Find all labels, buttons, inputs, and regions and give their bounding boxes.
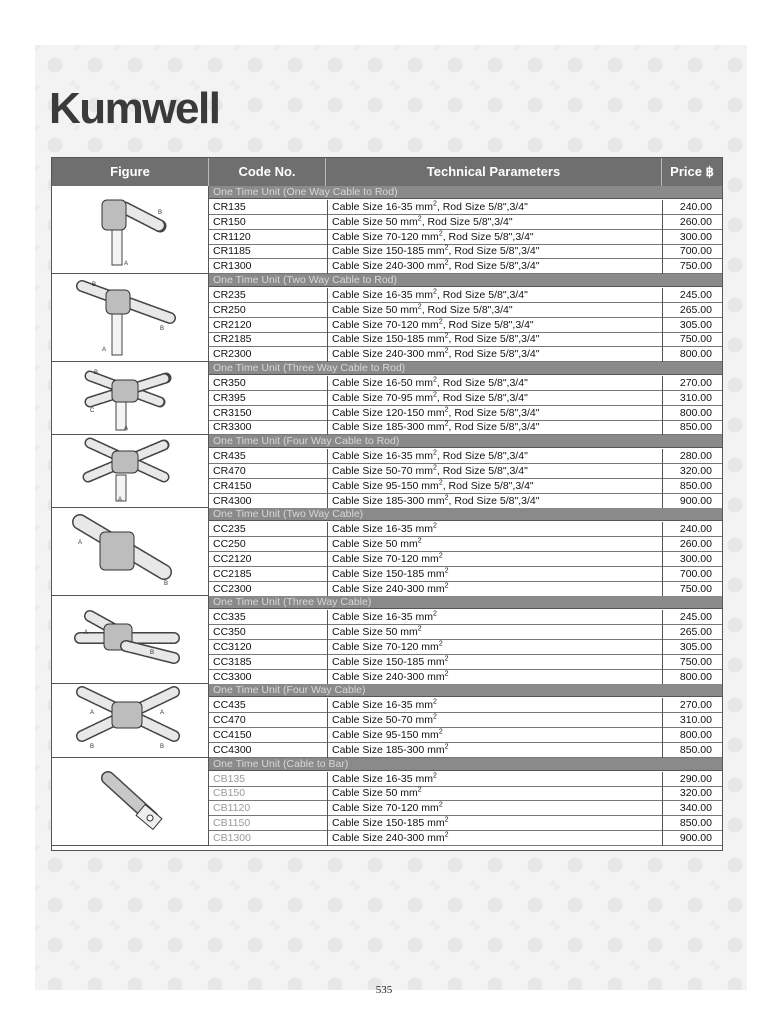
params-cell: Cable Size 120-150 $mm^2$, Rod Size 5/8",3/4" xyxy=(327,406,662,421)
product-group xyxy=(52,274,722,362)
params-cell: Cable Size 50-70 $mm^2$ xyxy=(327,713,662,728)
code-cell: CR4150 xyxy=(213,479,252,492)
price-cell: 305.00 xyxy=(662,640,722,655)
table-row xyxy=(209,640,722,655)
params-cell: Cable Size 185-300 $mm^2$, Rod Size 5/8",3/4" xyxy=(327,420,662,435)
table-row xyxy=(209,537,722,552)
code-cell: CR1185 xyxy=(213,245,251,258)
table-row xyxy=(209,786,722,801)
code-cell: CR2300 xyxy=(213,348,252,361)
product-table xyxy=(51,157,723,851)
four-way-cable-to-rod-connector-icon xyxy=(52,435,209,508)
page-number: 535 xyxy=(375,984,393,996)
params-cell: Cable Size 50 $mm^2$, Rod Size 5/8",3/4" xyxy=(327,215,662,230)
table-row xyxy=(209,698,722,713)
svg-text:B: B xyxy=(164,581,169,588)
svg-text:B: B xyxy=(94,370,99,376)
params-cell: Cable Size 150-185 $mm^2$, Rod Size 5/8",3/4" xyxy=(327,244,662,259)
product-group xyxy=(52,508,722,596)
table-row xyxy=(209,230,722,245)
code-cell: CB1150 xyxy=(213,816,251,829)
params-cell: Cable Size 95-150 $mm^2$ xyxy=(327,728,662,743)
svg-text:A: A xyxy=(124,426,129,432)
price-cell: 700.00 xyxy=(662,567,722,582)
one-way-cable-to-rod-connector-icon xyxy=(52,186,209,274)
price-cell: 300.00 xyxy=(662,230,722,245)
svg-text:A: A xyxy=(84,630,89,637)
product-group xyxy=(52,186,722,274)
svg-text:B: B xyxy=(92,282,97,288)
table-row xyxy=(209,713,722,728)
two-way-cable-connector-icon xyxy=(52,508,209,596)
price-cell: 310.00 xyxy=(662,713,722,728)
params-cell: Cable Size 70-120 $mm^2$ xyxy=(327,552,662,567)
price-cell: 750.00 xyxy=(662,259,722,274)
table-row xyxy=(209,406,722,421)
params-cell: Cable Size 240-300 $mm^2$ xyxy=(327,670,662,685)
svg-text:B: B xyxy=(150,650,155,657)
price-cell: 320.00 xyxy=(662,464,722,479)
four-way-cable-connector-icon xyxy=(52,684,209,757)
product-group xyxy=(52,362,722,435)
group-title: One Time Unit (One Way Cable to Rod) xyxy=(209,186,722,199)
params-cell: Cable Size 70-95 $mm^2$, Rod Size 5/8",3/4" xyxy=(327,391,662,406)
two-way-cable-to-rod-connector-icon xyxy=(52,274,209,362)
code-cell: CR3300 xyxy=(213,421,252,434)
price-cell: 280.00 xyxy=(662,449,722,464)
table-row xyxy=(209,215,722,230)
table-row xyxy=(209,522,722,537)
table-row xyxy=(209,376,722,391)
params-cell: Cable Size 50 $mm^2$ xyxy=(327,786,662,801)
table-row xyxy=(209,801,722,816)
table-row xyxy=(209,464,722,479)
svg-text:B: B xyxy=(160,744,165,751)
price-cell: 300.00 xyxy=(662,552,722,567)
price-cell: 800.00 xyxy=(662,347,722,362)
table-header xyxy=(52,158,722,186)
table-row xyxy=(209,625,722,640)
price-cell: 260.00 xyxy=(662,537,722,552)
code-cell: CC335 xyxy=(213,611,246,624)
price-cell: 260.00 xyxy=(662,215,722,230)
params-cell: Cable Size 240-300 $mm^2$, Rod Size 5/8",3/4" xyxy=(327,259,662,274)
group-title: One Time Unit (Two Way Cable to Rod) xyxy=(209,274,722,287)
params-cell: Cable Size 50-70 $mm^2$, Rod Size 5/8",3/4" xyxy=(327,464,662,479)
code-cell: CC350 xyxy=(213,626,246,639)
code-cell: CC3185 xyxy=(213,655,252,668)
table-row xyxy=(209,772,722,787)
three-way-cable-to-rod-connector-icon xyxy=(52,362,209,435)
group-title: One Time Unit (Two Way Cable) xyxy=(209,508,722,521)
params-cell: Cable Size 16-35 $mm^2$, Rod Size 5/8",3/4" xyxy=(327,449,662,464)
params-cell: Cable Size 70-120 $mm^2$ xyxy=(327,640,662,655)
params-cell: Cable Size 70-120 $mm^2$, Rod Size 5/8",3/4" xyxy=(327,318,662,333)
price-cell: 850.00 xyxy=(662,479,722,494)
svg-text:A: A xyxy=(78,540,83,547)
svg-text:C: C xyxy=(90,408,95,414)
code-cell: CC2300 xyxy=(213,582,252,595)
price-cell: 750.00 xyxy=(662,655,722,670)
table-row xyxy=(209,449,722,464)
table-row xyxy=(209,728,722,743)
params-cell: Cable Size 240-300 $mm^2$ xyxy=(327,582,662,597)
table-row xyxy=(209,831,722,846)
price-cell: 800.00 xyxy=(662,670,722,685)
price-cell: 270.00 xyxy=(662,698,722,713)
svg-text:A: A xyxy=(160,710,165,717)
code-cell: CR4300 xyxy=(213,494,252,507)
params-cell: Cable Size 16-50 $mm^2$, Rod Size 5/8",3/4" xyxy=(327,376,662,391)
price-cell: 800.00 xyxy=(662,406,722,421)
product-group xyxy=(52,435,722,508)
code-cell: CB1300 xyxy=(213,831,251,844)
price-cell: 850.00 xyxy=(662,816,722,831)
code-cell: CC3120 xyxy=(213,640,252,653)
price-cell: 265.00 xyxy=(662,303,722,318)
code-cell: CR1120 xyxy=(213,230,251,243)
code-cell: CR235 xyxy=(213,289,246,301)
code-cell: CB135 xyxy=(213,772,246,785)
price-cell: 800.00 xyxy=(662,728,722,743)
table-row xyxy=(209,610,722,625)
code-cell: CC435 xyxy=(213,699,246,712)
price-cell: 850.00 xyxy=(662,420,722,435)
params-cell: Cable Size 70-120 $mm^2$ xyxy=(327,801,662,816)
params-cell: Cable Size 240-300 $mm^2$, Rod Size 5/8",3/4" xyxy=(327,347,662,362)
table-row xyxy=(209,391,722,406)
svg-text:A: A xyxy=(102,347,107,353)
params-cell: Cable Size 150-185 $mm^2$ xyxy=(327,816,662,831)
svg-text:A: A xyxy=(118,497,123,504)
cable-to-bar-connector-icon xyxy=(52,758,209,846)
code-cell: CR435 xyxy=(213,450,246,463)
svg-text:A: A xyxy=(124,261,129,267)
table-row xyxy=(209,494,722,509)
params-cell: Cable Size 150-185 $mm^2$ xyxy=(327,567,662,582)
code-cell: CR3150 xyxy=(213,406,252,419)
table-row xyxy=(209,582,722,597)
price-cell: 290.00 xyxy=(662,772,722,787)
table-row xyxy=(209,259,722,274)
params-cell: Cable Size 150-185 $mm^2$, Rod Size 5/8",3/4" xyxy=(327,332,662,347)
price-cell: 750.00 xyxy=(662,582,722,597)
header-params: Technical Parameters xyxy=(326,158,662,186)
params-cell: Cable Size 16-35 $mm^2$ xyxy=(327,610,662,625)
table-row xyxy=(209,816,722,831)
table-row xyxy=(209,288,722,303)
product-group xyxy=(52,758,722,846)
price-cell: 700.00 xyxy=(662,244,722,259)
price-cell: 265.00 xyxy=(662,625,722,640)
price-cell: 340.00 xyxy=(662,801,722,816)
code-cell: CC2120 xyxy=(213,552,252,565)
table-row xyxy=(209,347,722,362)
group-title: One Time Unit (Four Way Cable to Rod) xyxy=(209,435,722,448)
params-cell: Cable Size 16-35 $mm^2$ xyxy=(327,522,662,537)
header-price: Price ฿ xyxy=(670,164,714,179)
table-row xyxy=(209,743,722,758)
price-cell: 305.00 xyxy=(662,318,722,333)
price-cell: 245.00 xyxy=(662,610,722,625)
code-cell: CC2185 xyxy=(213,567,252,580)
code-cell: CR470 xyxy=(213,464,246,477)
header-code: Code No. xyxy=(209,158,326,186)
table-row xyxy=(209,479,722,494)
params-cell: Cable Size 16-35 $mm^2$ xyxy=(327,772,662,787)
svg-text:B: B xyxy=(158,210,163,216)
table-row xyxy=(209,332,722,347)
product-group xyxy=(52,684,722,757)
price-cell: 270.00 xyxy=(662,376,722,391)
params-cell: Cable Size 185-300 $mm^2$, Rod Size 5/8",3/4" xyxy=(327,494,662,509)
group-title: One Time Unit (Three Way Cable) xyxy=(209,596,722,609)
params-cell: Cable Size 95-150 $mm^2$, Rod Size 5/8",3/4" xyxy=(327,479,662,494)
code-cell: CC235 xyxy=(213,523,246,536)
code-cell: CR250 xyxy=(213,303,246,316)
params-cell: Cable Size 16-35 $mm^2$, Rod Size 5/8",3/4" xyxy=(327,288,662,303)
params-cell: Cable Size 185-300 $mm^2$ xyxy=(327,743,662,758)
params-cell: Cable Size 16-35 $mm^2$ xyxy=(327,698,662,713)
group-title: One Time Unit (Cable to Bar) xyxy=(209,758,722,771)
group-title: One Time Unit (Three Way Cable to Rod) xyxy=(209,362,722,375)
price-cell: 240.00 xyxy=(662,522,722,537)
code-cell: CR395 xyxy=(213,391,246,404)
params-cell: Cable Size 50 $mm^2$ xyxy=(327,625,662,640)
table-row xyxy=(209,318,722,333)
params-cell: Cable Size 50 $mm^2$, Rod Size 5/8",3/4" xyxy=(327,303,662,318)
brand-logo: Kumwell xyxy=(49,84,220,133)
price-cell: 320.00 xyxy=(662,786,722,801)
code-cell: CR1300 xyxy=(213,260,252,273)
params-cell: Cable Size 70-120 $mm^2$, Rod Size 5/8",3/4" xyxy=(327,230,662,245)
code-cell: CR150 xyxy=(213,215,246,228)
table-row xyxy=(209,244,722,259)
price-cell: 245.00 xyxy=(662,288,722,303)
table-row xyxy=(209,567,722,582)
code-cell: CB1120 xyxy=(213,802,251,815)
params-cell: Cable Size 16-35 $mm^2$, Rod Size 5/8",3/4" xyxy=(327,200,662,215)
price-cell: 240.00 xyxy=(662,200,722,215)
product-group xyxy=(52,596,722,684)
code-cell: CC250 xyxy=(213,538,246,551)
params-cell: Cable Size 50 $mm^2$ xyxy=(327,537,662,552)
table-row xyxy=(209,303,722,318)
code-cell: CR350 xyxy=(213,377,246,389)
code-cell: CC4300 xyxy=(213,743,252,756)
group-title: One Time Unit (Four Way Cable) xyxy=(209,684,722,697)
price-cell: 310.00 xyxy=(662,391,722,406)
price-cell: 900.00 xyxy=(662,494,722,509)
code-cell: CB150 xyxy=(213,787,246,800)
table-row xyxy=(209,420,722,435)
svg-text:B: B xyxy=(90,744,95,751)
three-way-cable-connector-icon xyxy=(52,596,209,684)
params-cell: Cable Size 240-300 $mm^2$ xyxy=(327,831,662,846)
table-row xyxy=(209,552,722,567)
code-cell: CC3300 xyxy=(213,670,252,683)
params-cell: Cable Size 150-185 $mm^2$ xyxy=(327,655,662,670)
code-cell: CR2185 xyxy=(213,333,252,346)
table-row xyxy=(209,200,722,215)
price-cell: 750.00 xyxy=(662,332,722,347)
code-cell: CC470 xyxy=(213,714,246,727)
svg-text:A: A xyxy=(90,710,95,717)
svg-text:B: B xyxy=(160,326,165,332)
table-row xyxy=(209,655,722,670)
code-cell: CR2120 xyxy=(213,318,252,331)
header-figure: Figure xyxy=(52,158,209,186)
price-cell: 850.00 xyxy=(662,743,722,758)
price-cell: 900.00 xyxy=(662,831,722,846)
code-cell: CC4150 xyxy=(213,728,252,741)
table-row xyxy=(209,670,722,685)
code-cell: CR135 xyxy=(213,201,246,213)
